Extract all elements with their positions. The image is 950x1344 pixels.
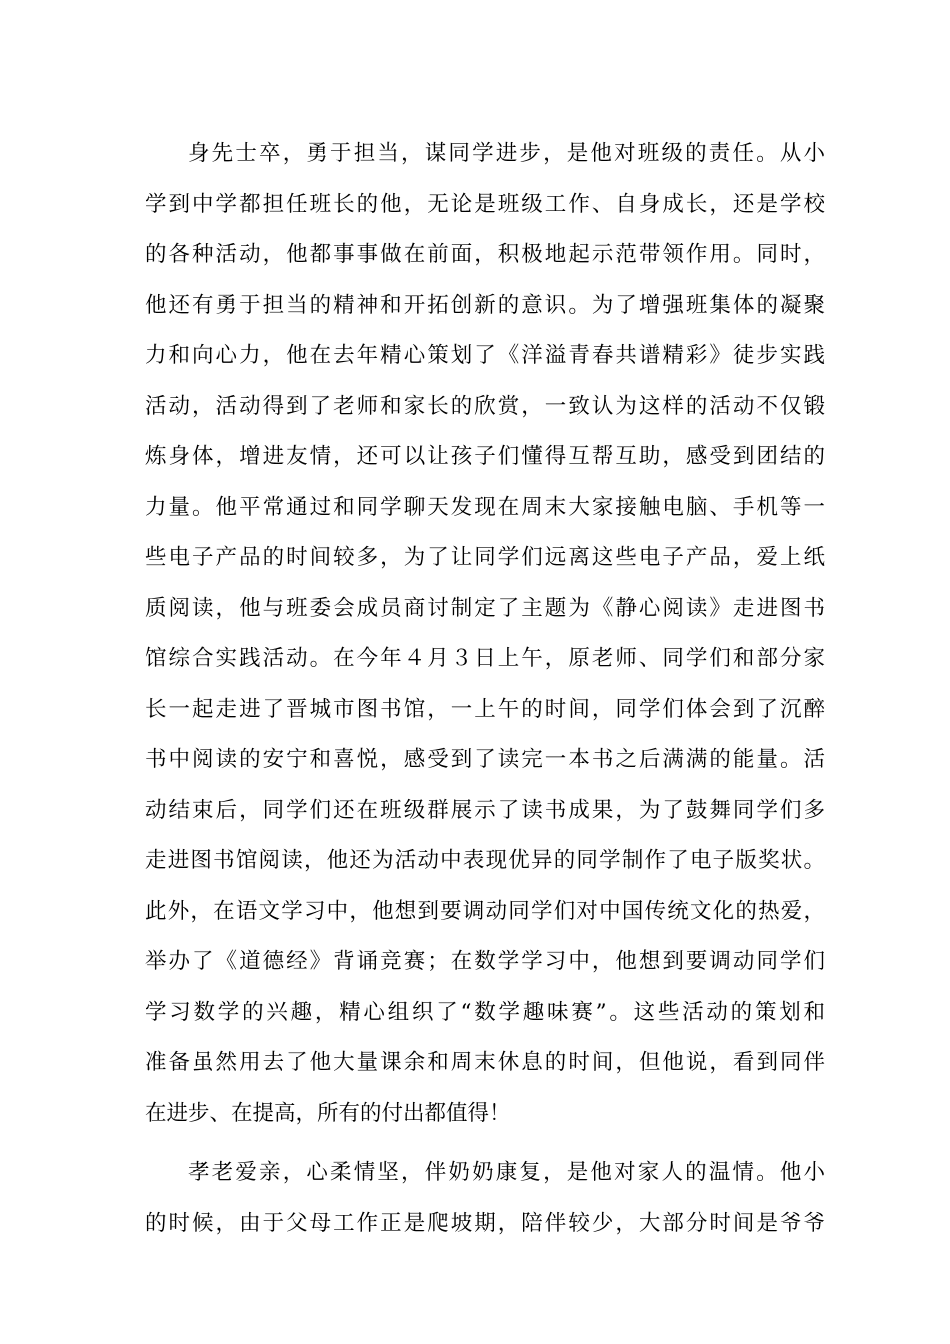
- text-line: 活动，活动得到了老师和家长的欣赏，一致认为这样的活动不仅锻: [145, 393, 825, 419]
- text-line: 力和向心力，他在去年精心策划了《洋溢青春共谱精彩》徒步实践: [145, 343, 825, 368]
- body-text: [145, 129, 825, 1249]
- text-line: 他还有勇于担当的精神和开拓创新的意识。为了增强班集体的凝聚: [145, 292, 825, 318]
- text-line: 质阅读，他与班委会成员商讨制定了主题为《静心阅读》走进图书: [145, 595, 825, 621]
- text-line: 身先士卒，勇于担当，谋同学进步，是他对班级的责任。从小: [188, 141, 825, 166]
- text-line: 的各种活动，他都事事做在前面，积极地起示范带领作用。同时，: [145, 242, 825, 267]
- text-line: 走进图书馆阅读，他还为活动中表现优异的同学制作了电子版奖状。: [145, 848, 825, 873]
- text-line: 动结束后，同学们还在班级群展示了读书成果，为了鼓舞同学们多: [145, 797, 825, 823]
- text-line: 些电子产品的时间较多，为了让同学们远离这些电子产品，爱上纸: [145, 545, 825, 570]
- paragraph-1: [145, 129, 825, 1139]
- text-line: 此外，在语文学习中，他想到要调动同学们对中国传统文化的热爱，: [145, 898, 825, 924]
- text-line: 长一起走进了晋城市图书馆，一上午的时间，同学们体会到了沉醉: [145, 696, 825, 722]
- text-line: 学习数学的兴趣，精心组织了“数学趣味赛”。这些活动的策划和: [145, 999, 825, 1025]
- text-line: 力量。他平常通过和同学聊天发现在周末大家接触电脑、手机等一: [145, 494, 825, 520]
- text-line: 书中阅读的安宁和喜悦，感受到了读完一本书之后满满的能量。活: [145, 747, 825, 772]
- text-line: 准备虽然用去了他大量课余和周末休息的时间，但他说，看到同伴: [145, 1050, 825, 1075]
- text-line: 举办了《道德经》背诵竞赛；在数学学习中，他想到要调动同学们: [145, 949, 825, 974]
- text-line: 馆综合实践活动。在今年４月３日上午，原老师、同学们和部分家: [145, 646, 825, 671]
- paragraph-2: [145, 1148, 825, 1249]
- text-line: 在进步、在提高，所有的付出都值得！: [145, 1100, 511, 1126]
- text-line: 孝老爱亲，心柔情坚，伴奶奶康复，是他对家人的温情。他小: [188, 1160, 825, 1185]
- text-line: 学到中学都担任班长的他，无论是班级工作、自身成长，还是学校: [145, 191, 825, 217]
- text-line: 的时候，由于父母工作正是爬坡期，陪伴较少，大部分时间是爷爷: [145, 1210, 825, 1236]
- paragraph-spacer: [145, 1139, 825, 1148]
- text-line: 炼身体，增进友情，还可以让孩子们懂得互帮互助，感受到团结的: [145, 444, 825, 469]
